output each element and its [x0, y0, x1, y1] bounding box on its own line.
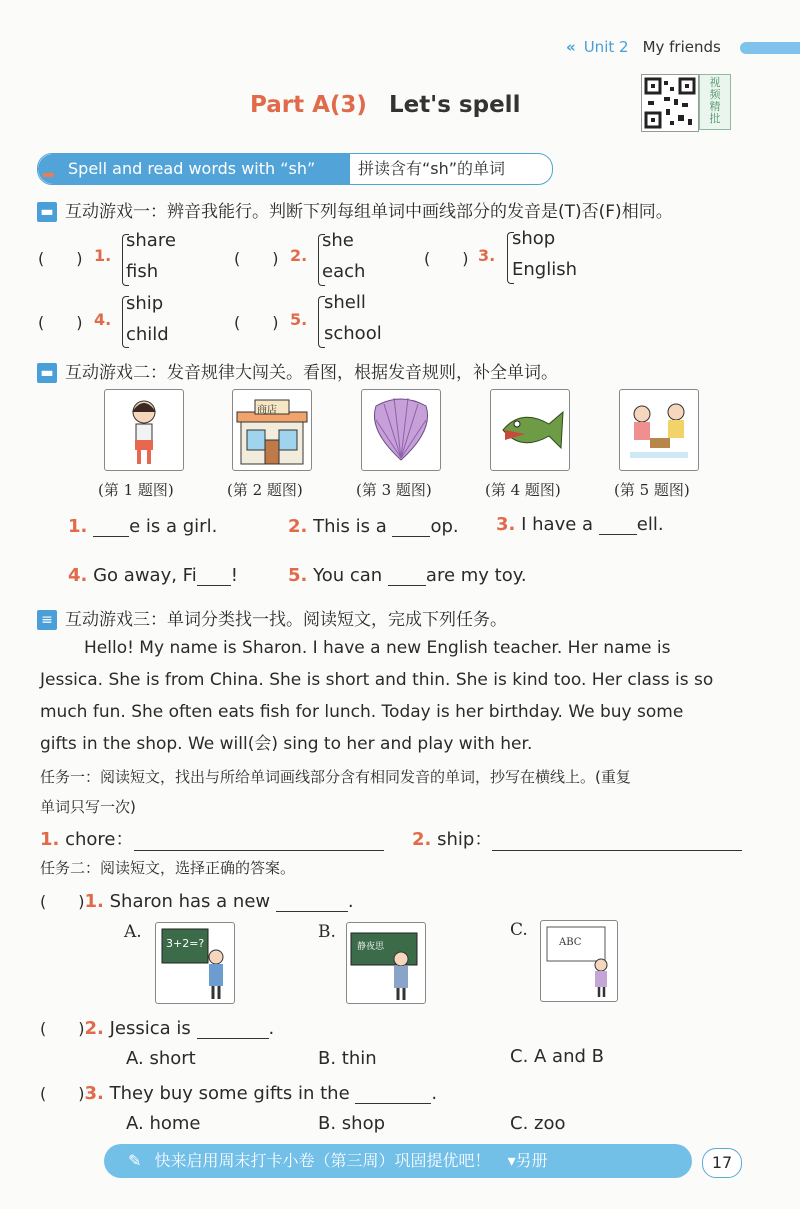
answer-blank — [355, 1103, 431, 1104]
picture-caption: (第 2 题图) — [227, 481, 303, 499]
unit-title: My friends — [642, 38, 721, 56]
qr-code-icon[interactable] — [641, 74, 699, 132]
math-teacher-picture[interactable] — [155, 922, 235, 1004]
word: child — [126, 324, 169, 345]
task-2-instructions: 任务二：阅读短文，选择正确的答案。 — [40, 859, 296, 877]
answer-paren[interactable]: ( ) — [424, 249, 469, 268]
fill-item-1: 1. e is a girl. — [68, 516, 218, 537]
word: shell — [324, 292, 366, 313]
item-number: 5. — [290, 310, 308, 329]
page-number: 17 — [702, 1148, 742, 1178]
pen-icon: ✎ — [128, 1151, 142, 1170]
picture-caption: (第 3 题图) — [356, 481, 432, 499]
fill-item-5: 5. You can are my toy. — [288, 565, 527, 586]
option-b[interactable]: B. thin — [318, 1048, 377, 1069]
word: fish — [126, 261, 159, 282]
option-c[interactable]: C. zoo — [510, 1113, 566, 1134]
answer-paren[interactable]: ( ) — [234, 313, 279, 332]
part-label: Part A(3) — [250, 92, 367, 118]
kids-sharing-picture — [619, 389, 699, 471]
answer-blank[interactable] — [197, 585, 231, 586]
answer-blank[interactable] — [392, 536, 430, 537]
picture-caption: (第 1 题图) — [98, 481, 174, 499]
answer-blank[interactable] — [93, 536, 129, 537]
picture-caption: (第 5 题图) — [614, 481, 690, 499]
task-1-item-2: 2. ship： — [412, 825, 742, 851]
word: ship — [126, 293, 164, 314]
option-c[interactable]: C. A and B — [510, 1046, 604, 1067]
chevron-left-icon: « — [566, 38, 576, 56]
word: she — [322, 230, 354, 251]
answer-blank — [197, 1038, 269, 1039]
unit-label: Unit 2 — [583, 38, 629, 56]
option-b-label[interactable]: B. — [318, 922, 336, 942]
section-3-heading: ≡ 互动游戏三：单词分类找一找。阅读短文，完成下列任务。 — [37, 605, 507, 630]
footer-extra: ▾另册 — [507, 1151, 548, 1170]
header-strip — [740, 42, 800, 54]
option-a[interactable]: A. home — [126, 1113, 201, 1134]
girl-picture — [104, 389, 184, 471]
shop-sign: 商店 — [257, 405, 277, 416]
shell-picture — [361, 389, 441, 471]
section-number-icon: ▬ — [37, 363, 57, 383]
board-text: ABC — [559, 937, 582, 948]
picture-caption: (第 4 题图) — [485, 481, 561, 499]
page-title — [250, 92, 520, 118]
answer-paren[interactable]: ( ) — [40, 892, 85, 911]
item-number: 2. — [290, 246, 308, 265]
sound-judgement-list — [38, 230, 798, 360]
item-number: 1. — [94, 246, 112, 265]
banner-chinese: 拼读含有“sh”的单词 — [358, 159, 506, 178]
task-1-instructions: 任务一：阅读短文，找出与所给单词画线部分含有相同发音的单词，抄写在横线上。(重复 单词只写一次) — [40, 768, 631, 816]
answer-blank[interactable] — [599, 534, 637, 535]
word: school — [324, 323, 382, 344]
video-label: 视 频 精 批 — [699, 74, 731, 130]
task-1-item-1: 1. chore： — [40, 825, 384, 851]
footer-banner[interactable] — [104, 1144, 692, 1178]
answer-paren[interactable]: ( ) — [234, 249, 279, 268]
answer-paren[interactable]: ( ) — [38, 249, 83, 268]
footer-text: 快来启用周末打卡小卷（第三周）巩固提优吧！ — [154, 1151, 491, 1170]
word: each — [322, 261, 366, 282]
english-teacher-picture[interactable] — [540, 920, 618, 1002]
mc-question-3: ( )3. They buy some gifts in the . — [40, 1083, 438, 1104]
option-c-label[interactable]: C. — [510, 920, 528, 940]
option-a[interactable]: A. short — [126, 1048, 196, 1069]
lets-spell-label: Let's spell — [388, 92, 521, 118]
answer-paren[interactable]: ( ) — [40, 1084, 85, 1103]
section-2-heading: ▬ 互动游戏二：发音规律大闯关。看图，根据发音规则，补全单词。 — [37, 358, 558, 383]
arrow-icon: ➦ — [42, 165, 56, 184]
fill-item-2: 2. This is a op. — [288, 516, 459, 537]
section-number-icon: ▬ — [37, 202, 57, 222]
word: share — [126, 230, 176, 251]
section-banner — [37, 153, 553, 185]
item-number: 4. — [94, 310, 112, 329]
unit-header — [566, 38, 721, 56]
fill-item-4: 4. Go away, Fi ! — [68, 565, 238, 586]
mc-question-1: ( )1. Sharon has a new . — [40, 891, 354, 912]
answer-paren[interactable]: ( ) — [40, 1019, 85, 1038]
option-a-label[interactable]: A. — [124, 922, 142, 942]
answer-line[interactable] — [134, 850, 384, 851]
answer-paren[interactable]: ( ) — [38, 313, 83, 332]
word: shop — [512, 228, 556, 249]
section-number-icon: ≡ — [37, 610, 57, 630]
answer-line[interactable] — [492, 850, 742, 851]
fill-item-3: 3. I have a ell. — [496, 514, 664, 535]
item-number: 3. — [478, 246, 496, 265]
fish-picture — [490, 389, 570, 471]
board-text: 静夜思 — [357, 942, 385, 952]
word: English — [512, 259, 577, 280]
board-text: 3+2=? — [166, 937, 205, 950]
reading-passage: Hello! My name is Sharon. I have a new English teacher. Her name is Jessica. She is from China. She is short and thin. She is kind too. Her class is so much fun. She often eats fish for lunch. Today is her birthday. We buy some gifts in the shop. We will(会) sing to her and play with her. — [40, 638, 714, 754]
answer-blank[interactable] — [388, 585, 426, 586]
mc-question-2: ( )2. Jessica is . — [40, 1018, 275, 1039]
answer-blank — [276, 911, 348, 912]
option-b[interactable]: B. shop — [318, 1113, 386, 1134]
banner-english: ➦ Spell and read words with “sh” — [38, 154, 350, 184]
chinese-teacher-picture[interactable] — [346, 922, 426, 1004]
shop-picture — [232, 389, 312, 471]
section-1-heading: ▬ 互动游戏一：辨音我能行。判断下列每组单词中画线部分的发音是(T)否(F)相同。 — [37, 197, 673, 222]
